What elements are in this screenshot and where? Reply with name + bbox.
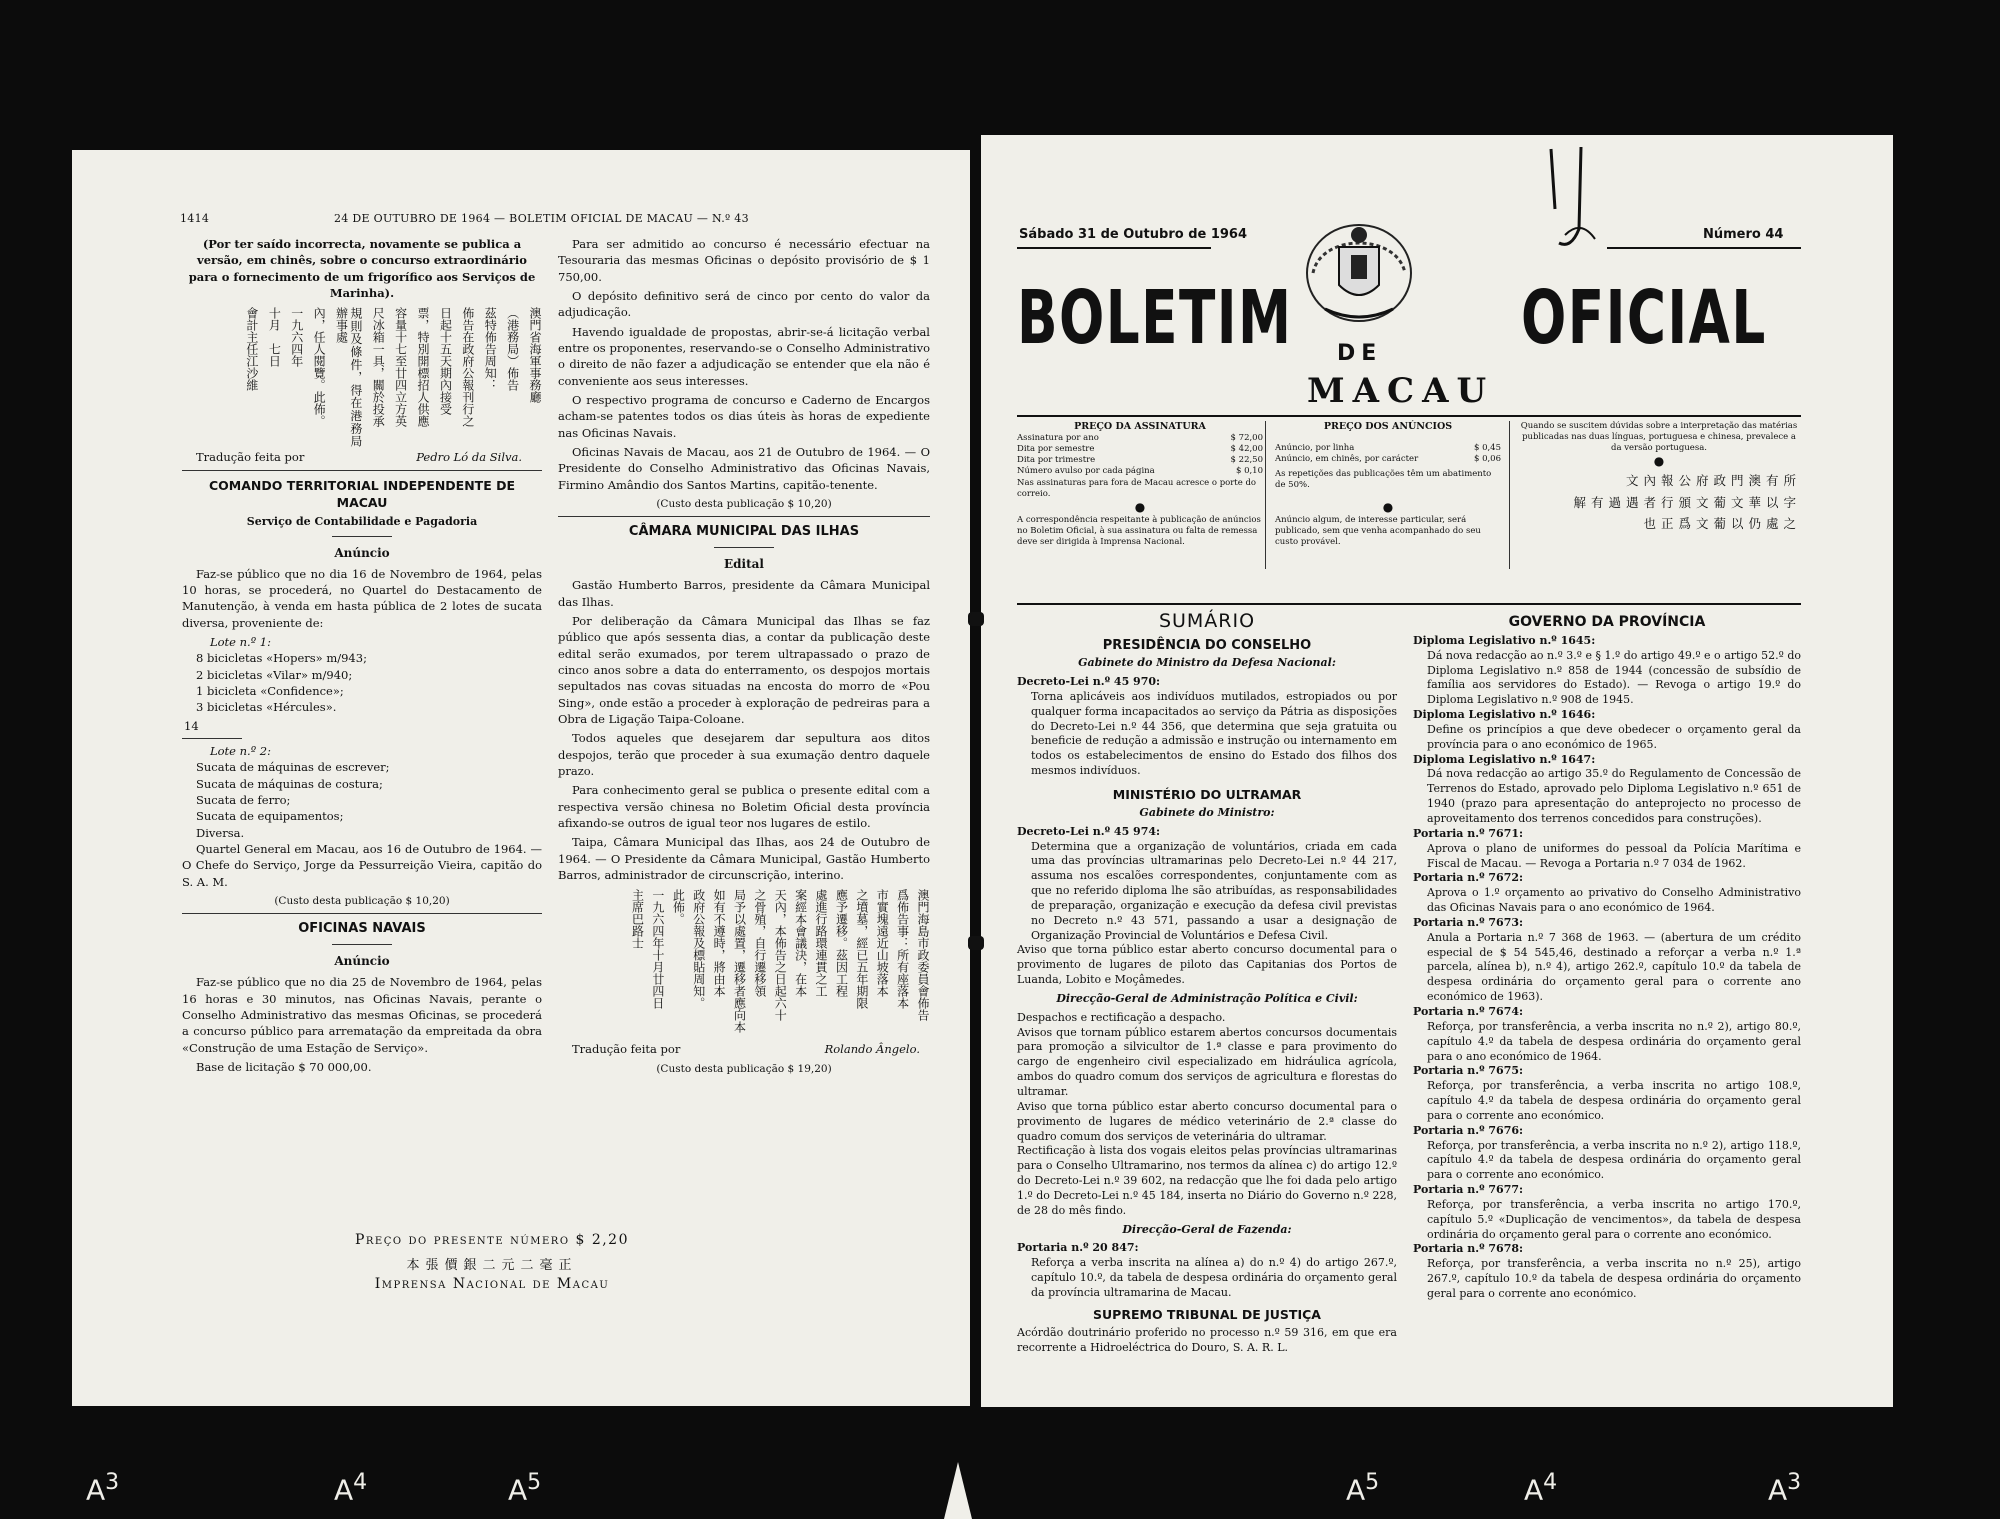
anun-correspondencia: Anúncio algum, de interesse particular, será publicado, sem que venha acompanhado do seu custo provável. [1275, 515, 1481, 548]
governo-title: GOVERNO DA PROVÍNCIA [1508, 614, 1706, 630]
film-marker: $A^4$ [1524, 1470, 1558, 1507]
masthead-boletim: BOLETIM [1017, 275, 1293, 361]
film-marker: $A^3$ [86, 1470, 120, 1507]
left-column-1 [182, 236, 542, 1078]
direccao-admin: Direcção-Geral de Administração Política e Civil: [1056, 991, 1358, 1005]
aviso-text: Aviso que torna público estar aberto concurso documental para o provimento de lugares de médico veterinário de 2.ª classe do quadro comum dos serviços de veterinária do ultramar. [1017, 1099, 1397, 1143]
entry-label: Diploma Legislativo n.º 1646: [1413, 708, 1596, 722]
entry-label: Diploma Legislativo n.º 1647: [1413, 752, 1596, 766]
cjk-column: 處進行路環連貫之工 [814, 889, 829, 998]
assin-label: Dita por trimestre [1017, 455, 1096, 466]
cjk-column: 澳門省海軍事務廳 [528, 307, 542, 404]
cjk-column: （港務局）佈告 [505, 307, 520, 392]
entry-text: Reforça, por transferência, a verba inscrita no n.º 25), artigo 267.º, capítulo 10.º da tabela de despesa ordinária do orçamento geral para o corrente ano económico. [1427, 1257, 1801, 1301]
aviso-text: Aviso que torna público estar aberto concurso documental para o provimento de lugares de piloto das Capitanias dos Portos de Luanda, Lobito e Moçâmedes. [1017, 943, 1397, 987]
anun-note: As repetições das publicações têm um abatimento de 50%. [1275, 469, 1492, 491]
handwritten-mark-icon [1541, 139, 1621, 269]
page-mark: 14 [184, 718, 199, 733]
lote-item: 2 bicicletas «Vilar» m/940; [196, 667, 353, 682]
cjk-column: 一九六四年十月廿四日 [650, 889, 665, 1010]
anun-label: Anúncio, por linha [1275, 443, 1355, 454]
paragraph: Por deliberação da Câmara Municipal das Ilhas se faz público que após sessenta dias, a contar da publicação deste edital serão exumados, por terem ultrapassado o prazo de cinco anos sobre a data do enterramento, os despojos mortais sepultados nas covas situadas na encosta do morro de «Pou Sing», onde estão a proceder à exploração de pedreiras para a Obra de Ligação Taipa-Coloane. [558, 613, 930, 726]
rectificacao-text: Rectificação à lista dos vogais eleitos pelas províncias ultramarinas para o Conselho Ultramarino, nos termos da alínea c) do artigo 12.º do Decreto-Lei n.º 39 602, na redacção que lhe foi dada pelo artigo 1.º do Decreto-Lei n.º 45 184, inserta no Diário do Governo n.º 228, de 28 do mês findo. [1017, 1144, 1397, 1217]
lote-item: Sucata de máquinas de costura; [196, 776, 383, 791]
issue-date: Sábado 31 de Outubro de 1964 [1019, 227, 1248, 242]
binding-clip-icon [968, 936, 984, 950]
paragraph: Havendo igualdade de propostas, abrir-se-á licitação verbal entre os proponentes, reservando-se o Conselho Administrativo o direito de não fazer a adjudicação se entender que ela não é conveniente aos seus interesses. [558, 324, 930, 388]
lote-item: Sucata de equipamentos; [196, 809, 344, 824]
oficinas-title: OFICINAS NAVAIS [298, 920, 426, 936]
running-header: 24 DE OUTUBRO DE 1964 — BOLETIM OFICIAL DE MACAU — N.º 43 [334, 212, 749, 225]
entry-text: Reforça, por transferência, a verba inscrita no n.º 2), artigo 80.º, capítulo 4.º da tabela de despesa ordinária do orçamento geral para o ano económico de 1964. [1427, 1019, 1801, 1063]
anuncio-2-text: Faz-se público que no dia 25 de Novembro de 1964, pelas 16 horas e 30 minutos, nas Oficinas Navais, perante o Conselho Administrativo das mesmas Oficinas, se procederá a concurso público para arrematação da empreitada da obra «Construção de uma Estação de Serviço». [182, 975, 542, 1055]
entry-label: Portaria n.º 7678: [1413, 1242, 1524, 1256]
translation-label: Tradução feita por [572, 1042, 681, 1057]
entry-text: Dá nova redacção ao artigo 35.º do Regulamento de Concessão de Terrenos do Estado, aprovado pelo Diploma Legislativo n.º 651 de 1940 (prazo para apresentação do anteprojecto no processo de aproveitamento dos terrenos concedidos para construções). [1427, 767, 1801, 826]
anuncio-title: Anúncio [334, 545, 390, 560]
anun-value: $ 0,45 [1473, 443, 1501, 454]
cjk-column: 此佈。 [671, 889, 686, 926]
sumario-column-1 [1017, 609, 1397, 1355]
translation-line-2 [558, 1041, 930, 1057]
paragraph: Todos aqueles que desejarem dar sepultura aos ditos despojos, terão que proceder à sua exumação dentro daquele prazo. [558, 731, 930, 778]
translation-label: Tradução feita por [196, 450, 305, 465]
lote-1-label: Lote n.º 1: [210, 635, 271, 650]
cjk-column: 案經本會議決，在本 [793, 889, 808, 998]
direccao-fazenda: Direcção-Geral de Fazenda: [1122, 1222, 1292, 1236]
cjk-column: 澳門海島市政委員會佈告 [916, 889, 930, 1022]
duvidas-cjk: 也正爲文葡以仍處之 [1643, 516, 1801, 532]
acordao-text: Acórdão doutrinário proferido no processo n.º 59 316, em que era recorrente a Hidroeléctrica do Douro, S. A. R. L. [1017, 1325, 1397, 1354]
assin-value: $ 72,00 [1230, 433, 1263, 444]
entry-text: Aprova o plano de uniformes do pessoal da Polícia Marítima e Fiscal de Macau. — Revoga a Portaria n.º 7 034 de 1962. [1427, 841, 1801, 870]
cjk-column: 票，特別開標招人供應 [416, 307, 431, 428]
masthead-de: DE [1337, 341, 1383, 366]
cjk-column: 容量十七至廿四立方英 [393, 307, 408, 428]
translator-name: Pedro Ló da Silva. [416, 450, 522, 465]
assin-label: Assinatura por ano [1017, 433, 1099, 444]
entry-text: Reforça, por transferência, a verba inscrita no artigo 170.º, capítulo 5.º «Duplicação de vencimentos», da tabela de despesa ordinária do orçamento geral para o corrente ano económico. [1427, 1197, 1801, 1241]
chinese-notice-1 [182, 307, 542, 447]
entry-label: Portaria n.º 7674: [1413, 1004, 1524, 1018]
gabinete-defesa: Gabinete do Ministro da Defesa Nacional: [1078, 656, 1336, 670]
bullet-icon: ● [1653, 454, 1665, 469]
masthead-oficial: OFICIAL [1521, 275, 1767, 361]
cjk-column: 之骨殖，自行遷移領 [752, 889, 767, 998]
price-chinese: 本張價銀二元二毫正 [406, 1258, 578, 1273]
paragraph: Gastão Humberto Barros, presidente da Câmara Municipal das Ilhas. [558, 578, 930, 609]
duvidas-cjk: 文內報公府政門澳有所 [1625, 472, 1801, 488]
despachos-text: Despachos e rectificação a despacho. [1017, 1010, 1226, 1024]
cjk-column: 佈告在政府公報刊行之 [460, 307, 475, 428]
issue-number: Número 44 [1703, 227, 1784, 242]
imprensa-line: Imprensa Nacional de Macau [374, 1276, 610, 1292]
sumario-title: SUMÁRIO [1158, 610, 1256, 632]
presidencia-title: PRESIDÊNCIA DO CONSELHO [1102, 637, 1312, 653]
supremo-title: SUPREMO TRIBUNAL DE JUSTIÇA [1093, 1306, 1321, 1322]
camara-title: CÂMARA MUNICIPAL DAS ILHAS [628, 523, 860, 539]
avisos-text: Avisos que tornam público estarem abertos concursos documentais para promoção a silvicultor de 1.ª classe e para provimento do cargo de engenheiro civil especializado em hidráulica agrícola, ambos do quadro comum dos serviços de agricultura e florestas do ultramar. [1017, 1025, 1397, 1098]
cjk-column: 爲佈告事：所有座落本 [895, 889, 910, 1010]
quartel-text: Quartel General em Macau, aos 16 de Outubro de 1964. — O Chefe do Serviço, Jorge da Pessurreição Vieira, capitão do S. A. M. [182, 842, 542, 889]
anuncio-2-title: Anúncio [334, 954, 390, 969]
cjk-column: 之墳墓，經已五年期限 [854, 889, 869, 1010]
masthead-macau: MACAU [1307, 371, 1495, 411]
cjk-column: 茲特佈告周知： [483, 307, 498, 392]
coat-of-arms-icon [1301, 213, 1417, 333]
translator-name: Rolando Ângelo. [824, 1042, 920, 1057]
right-page [981, 135, 1893, 1407]
entry-label: Portaria n.º 7676: [1413, 1123, 1524, 1137]
assin-note: Nas assinaturas para fora de Macau acresce o porte do correio. [1017, 477, 1257, 499]
sumario-column-2 [1413, 609, 1801, 1302]
base-licitacao: Base de licitação $ 70 000,00. [196, 1060, 372, 1075]
intro-note: (Por ter saído incorrecta, novamente se publica a versão, em chinês, sobre o concurso extraordinário para o fornecimento de um frigorífico aos Serviços de Marinha). [188, 237, 536, 300]
duvidas-cjk: 解有過遇者行頒文葡文華以字 [1573, 494, 1801, 510]
film-marker: $A^5$ [1346, 1470, 1380, 1507]
gabinete-ministro: Gabinete do Ministro: [1139, 805, 1275, 819]
cjk-column: 政府公報及標貼周知。 [691, 889, 706, 1010]
preco-anuncios-title: PREÇO DOS ANÚNCIOS [1323, 421, 1453, 432]
duvidas-box [1517, 421, 1801, 535]
spine-marker-icon [944, 1462, 972, 1519]
preco-anuncios-box [1275, 421, 1501, 548]
cjk-column: 主席巴路士 [630, 889, 645, 950]
cjk-column: 一九六四年 [289, 307, 304, 368]
entry-text: Aprova o 1.º orçamento ao privativo do Conselho Administrativo das Oficinas Navais para o ano económico de 1964. [1427, 886, 1801, 915]
paragraph: Para ser admitido ao concurso é necessário efectuar na Tesouraria das mesmas Oficinas o depósito provisório de $ 1 750,00. [558, 237, 930, 284]
preco-assinatura-box [1017, 421, 1263, 548]
entry-label: Diploma Legislativo n.º 1645: [1413, 633, 1596, 647]
lote-item: Sucata de máquinas de escrever; [196, 760, 390, 775]
bullet-icon: ● [1382, 499, 1394, 514]
left-page [72, 150, 970, 1406]
page-number: 1414 [180, 212, 210, 225]
lote-item: 1 bicicleta «Confidence»; [196, 684, 344, 699]
cjk-column: 尺冰箱一具，關於投承 [371, 307, 386, 428]
ultramar-title: MINISTÉRIO DO ULTRAMAR [1112, 786, 1302, 802]
film-marker: $A^4$ [334, 1470, 368, 1507]
entry-label: Portaria n.º 7672: [1413, 871, 1524, 885]
entry-text: Define os princípios a que deve obedecer o orçamento geral da província para o ano económico de 1965. [1427, 722, 1801, 751]
assin-value: $ 42,00 [1230, 444, 1263, 455]
portaria-label: Portaria n.º 20 847: [1017, 1241, 1139, 1255]
price-line: Preço do presente número $ 2,20 [354, 1232, 630, 1248]
assin-correspondencia: A correspondência respeitante à publicação de anúncios no Boletim Oficial, à sua assinatura ou falta de remessa deve ser dirigida à Imprensa Nacional. [1017, 515, 1261, 548]
cost-note: (Custo desta publicação $ 10,20) [656, 497, 832, 510]
comando-title: COMANDO TERRITORIAL INDEPENDENTE DE MACAU [208, 477, 515, 511]
assin-value: $ 22,50 [1230, 455, 1263, 466]
anun-label: Anúncio, em chinês, por carácter [1275, 454, 1419, 465]
decreto-label: Decreto-Lei n.º 45 974: [1017, 824, 1161, 838]
duvidas-note: Quando se suscitem dúvidas sobre a interpretação das matérias publicadas nas duas línguas, portuguesa e chinesa, prevalece a da versão portuguesa. [1520, 421, 1798, 454]
paragraph: Taipa, Câmara Municipal das Ilhas, aos 24 de Outubro de 1964. — O Presidente da Câmara Municipal, Gastão Humberto Barros, administrador de circunscrição, interino. [558, 835, 930, 882]
edital-title: Edital [724, 557, 764, 572]
cjk-column: 規則及條件，得在港務局辦事處 [334, 307, 363, 448]
cost-note: (Custo desta publicação $ 10,20) [274, 895, 450, 908]
cjk-column: 市實塊遠近山坡落本 [875, 889, 890, 998]
binding-clip-icon [968, 612, 984, 626]
cjk-column: 應予遷移。茲因工程 [834, 889, 849, 998]
preco-assinatura-title: PREÇO DA ASSINATURA [1074, 421, 1206, 432]
lote-item: Sucata de ferro; [196, 793, 291, 808]
cjk-column: 天內，本佈告之日起六十 [773, 889, 788, 1022]
paragraph: Para conhecimento geral se publica o presente edital com a respectiva versão chinesa no Boletim Oficial desta província afixando-se outros de igual teor nos lugares de estilo. [558, 783, 930, 830]
lote-item: Diversa. [196, 825, 245, 840]
entry-text: Anula a Portaria n.º 7 368 de 1963. — (abertura de um crédito especial de $ 54 545,46, destinado a reforçar a verba n.º 1.ª parcela, alínea b), n.º 4), artigo 262.º, capítulo 10.º da tabela de despesa ordinária do orçamento geral para o corrente ano económico de 1963). [1427, 930, 1801, 1004]
bullet-icon: ● [1134, 499, 1146, 514]
assin-value: $ 0,10 [1235, 466, 1263, 477]
decreto-text: Determina que a organização de voluntários, criada em cada uma das províncias ultramarinas pelo Decreto-Lei n.º 44 217, assuma nos escalões correspondentes, conjuntamente com as que no referido diploma lhe são atribuídas, as responsabilidades de preparação, organização e execução da defesa civil previstas no Decreto n.º 43 571, passando a usar a designação de Organização Provincial de Voluntários e Defesa Civil. [1031, 839, 1397, 942]
paragraph: O depósito definitivo será de cinco por cento do valor da adjudicação. [558, 288, 930, 320]
entry-text: Reforça, por transferência, a verba inscrita no n.º 2), artigo 118.º, capítulo 4.º da tabela de despesa ordinária do orçamento geral para o corrente ano económico. [1427, 1138, 1801, 1182]
entry-text: Reforça, por transferência, a verba inscrita no artigo 108.º, capítulo 4.º da tabela de despesa ordinária do orçamento geral para o corrente ano económico. [1427, 1079, 1801, 1122]
portaria-text: Reforça a verba inscrita na alínea a) do n.º 4) do artigo 267.º, capítulo 10.º, da tabela de despesa ordinária do orçamento geral da província ultramarina de Macau. [1031, 1256, 1397, 1299]
assin-label: Número avulso por cada página [1017, 466, 1155, 477]
lote-item: 3 bicicletas «Hércules». [196, 700, 337, 715]
cjk-column: 如有不遵時，將由本 [712, 889, 727, 998]
entry-label: Portaria n.º 7673: [1413, 915, 1524, 929]
decreto-text: Torna aplicáveis aos indivíduos mutilados, estropiados ou por qualquer forma incapacitados ao serviço da Pátria as disposições do Decreto-Lei n.º 44 356, que determina que seja gratuita ou beneficie de redução a admissão e instrução ou internamento em todos os estabelecimentos de ensino do Estado dos filhos dos mesmos indivíduos. [1031, 689, 1397, 778]
film-marker: $A^5$ [508, 1470, 542, 1507]
cjk-column: 十月 七日 [267, 307, 282, 368]
paragraph: O respectivo programa de concurso e Caderno de Encargos acham-se patentes todos os dias úteis às horas de expediente nas Oficinas Navais. [558, 392, 930, 440]
lote-item: 8 bicicletas «Hopers» m/943; [196, 651, 367, 666]
chinese-notice-2 [558, 889, 930, 1039]
paragraph: Oficinas Navais de Macau, aos 21 de Outubro de 1964. — O Presidente do Conselho Administrativo das Oficinas Navais, Firmino Amândio dos Santos Martins, capitão-tenente. [558, 444, 930, 492]
left-column-2 [558, 236, 930, 1080]
anun-value: $ 0,06 [1473, 454, 1501, 465]
cjk-column: 日起十五天期內接受 [438, 307, 453, 416]
entry-label: Portaria n.º 7675: [1413, 1064, 1524, 1078]
entry-text: Dá nova redacção ao n.º 3.º e § 1.º do artigo 49.º e o artigo 52.º do Diploma Legislativo n.º 858 de 1944 (concessão de subsídio de família aos servidores do Estado). — Revoga o artigo 19.º do Diploma Legislativo n.º 908 de 1945. [1427, 648, 1801, 707]
comando-subtitle: Serviço de Contabilidade e Pagadoria [246, 515, 478, 529]
lote-2-label: Lote n.º 2: [210, 744, 271, 759]
anuncio-text: Faz-se público que no dia 16 de Novembro de 1964, pelas 10 horas, se procederá, no Quartel do Destacamento de Manutenção, à venda em hasta pública de 2 lotes de sucata diversa, proveniente de: [182, 566, 542, 630]
film-marker: $A^3$ [1768, 1470, 1802, 1507]
cjk-column: 內，任人閱覽。此佈。 [312, 307, 327, 428]
cjk-column: 局予以處置，遷移者應向本 [732, 889, 747, 1034]
cost-note: (Custo desta publicação $ 19,20) [656, 1062, 832, 1075]
entry-label: Portaria n.º 7671: [1413, 826, 1524, 840]
cjk-column: 會計主任江沙維 [244, 307, 259, 392]
entry-label: Portaria n.º 7677: [1413, 1183, 1524, 1197]
decreto-label: Decreto-Lei n.º 45 970: [1017, 675, 1161, 689]
translation-line-1 [182, 449, 542, 465]
assin-label: Dita por semestre [1017, 444, 1095, 455]
